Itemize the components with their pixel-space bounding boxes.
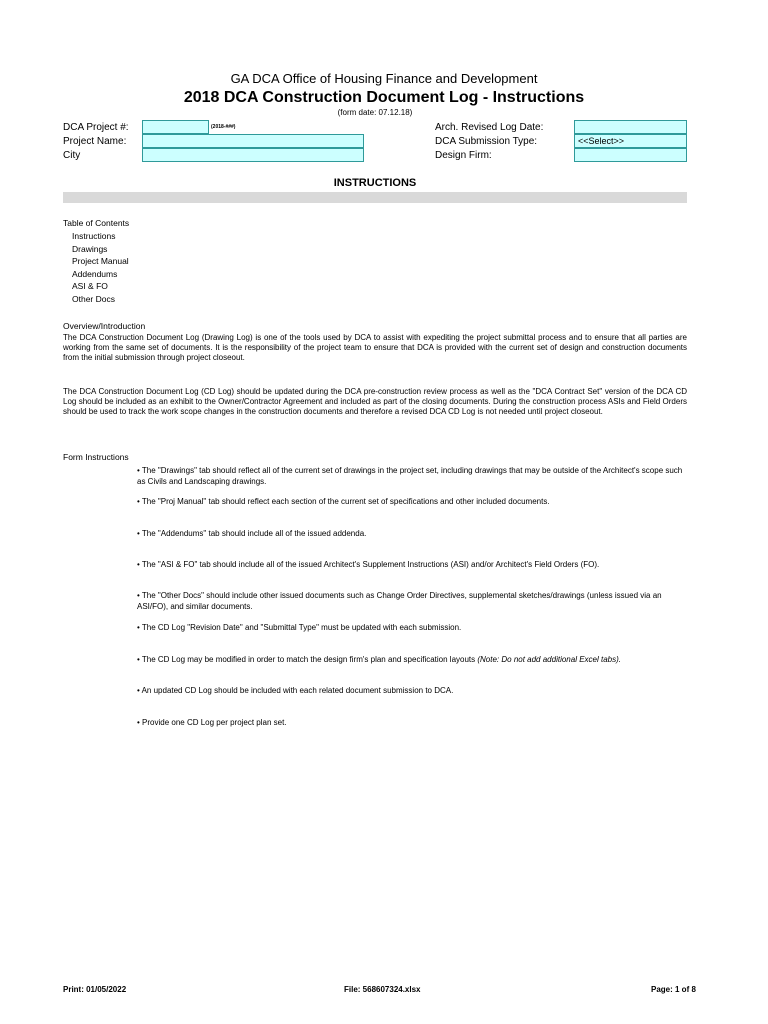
bullet-addendums: • The "Addendums" tab should include all of the issued addenda. [137, 529, 367, 538]
design-firm-label: Design Firm: [435, 150, 492, 161]
form-instructions-title: Form Instructions [63, 452, 129, 462]
overview-paragraph-2: The DCA Construction Document Log (CD Log) should be updated during the DCA pre-construction review process as well as the "DCA Contract Set" version of the DCA CD Log should be included as an exhibit to the Owner/Contractor Agreement and included as part of the closing documents. During the construction process ASIs and Field Orders should be used to track the work scope changes in the construction documents and therefore a revised DCA CD Log is not needed until project closeout. [63, 387, 687, 417]
bullet-drawings: • The "Drawings" tab should reflect all of the current set of drawings in the project set, including drawings that may be outside of the Architect's scope such as Civils and Landscaping drawings. [137, 466, 683, 486]
design-firm-field[interactable] [574, 148, 687, 162]
bullet-modify-layout-note: (Note: Do not add additional Excel tabs). [477, 655, 621, 664]
instructions-heading: INSTRUCTIONS [333, 177, 417, 189]
form-date: (form date: 07.12.18) [337, 108, 413, 117]
toc-item-instructions[interactable]: Instructions [72, 231, 116, 241]
toc-title: Table of Contents [63, 218, 130, 228]
city-field[interactable] [142, 148, 364, 162]
project-number-field[interactable] [142, 120, 209, 134]
project-number-label: DCA Project #: [63, 122, 129, 133]
revised-log-date-field[interactable] [574, 120, 687, 134]
submission-type-select[interactable]: <<Select>> [574, 134, 687, 148]
overview-paragraph-1: The DCA Construction Document Log (Drawing Log) is one of the tools used by DCA to assist with expediting the project submittal process and to ensure that all parties are working from the same set of documents. It is the responsibility of the project team to ensure that DCA is provided with the current set of design and construction documents from the initial submission through project closeout. [63, 333, 687, 363]
bullet-proj-manual: • The "Proj Manual" tab should reflect each section of the current set of specifications and other included documents. [137, 497, 550, 506]
section-divider [63, 192, 687, 203]
project-name-label: Project Name: [63, 136, 127, 147]
submission-type-label: DCA Submission Type: [435, 136, 538, 147]
city-label: City [63, 150, 81, 161]
toc-item-addendums[interactable]: Addendums [72, 269, 118, 279]
bullet-revision-date: • The CD Log "Revision Date" and "Submittal Type" must be updated with each submission. [137, 623, 462, 632]
org-name: GA DCA Office of Housing Finance and Development [230, 71, 538, 86]
overview-title: Overview/Introduction [63, 321, 146, 331]
bullet-one-log: • Provide one CD Log per project plan set. [137, 718, 287, 727]
toc-item-project-manual[interactable]: Project Manual [72, 256, 129, 266]
project-number-hint: (2018-###) [211, 124, 236, 130]
bullet-asi-fo: • The "ASI & FO" tab should include all of the issued Architect's Supplement Instructions (ASI) and/or Architect's Field Orders (FO). [137, 560, 600, 569]
footer-print-date: Print: 01/05/2022 [63, 985, 127, 994]
toc-item-other-docs[interactable]: Other Docs [72, 294, 115, 304]
bullet-modify-layout-text: • The CD Log may be modified in order to match the design firm's plan and specification layouts [137, 655, 478, 664]
bullet-other-docs: • The "Other Docs" should include other issued documents such as Change Order Directives, supplemental sketches/drawings (unless issued via an ASI/FO), and similar documents. [137, 591, 662, 611]
footer-file-name: File: 568607324.xlsx [344, 985, 421, 994]
footer-page-number: Page: 1 of 8 [651, 985, 696, 994]
toc-item-drawings[interactable]: Drawings [72, 244, 108, 254]
page-title: 2018 DCA Construction Document Log - Instructions [183, 89, 585, 106]
revised-log-date-label: Arch. Revised Log Date: [435, 122, 544, 133]
toc-item-asi-fo[interactable]: ASI & FO [72, 281, 108, 291]
bullet-modify-layout [137, 655, 687, 666]
bullet-updated-log: • An updated CD Log should be included with each related document submission to DCA. [137, 686, 454, 695]
project-name-field[interactable] [142, 134, 364, 148]
